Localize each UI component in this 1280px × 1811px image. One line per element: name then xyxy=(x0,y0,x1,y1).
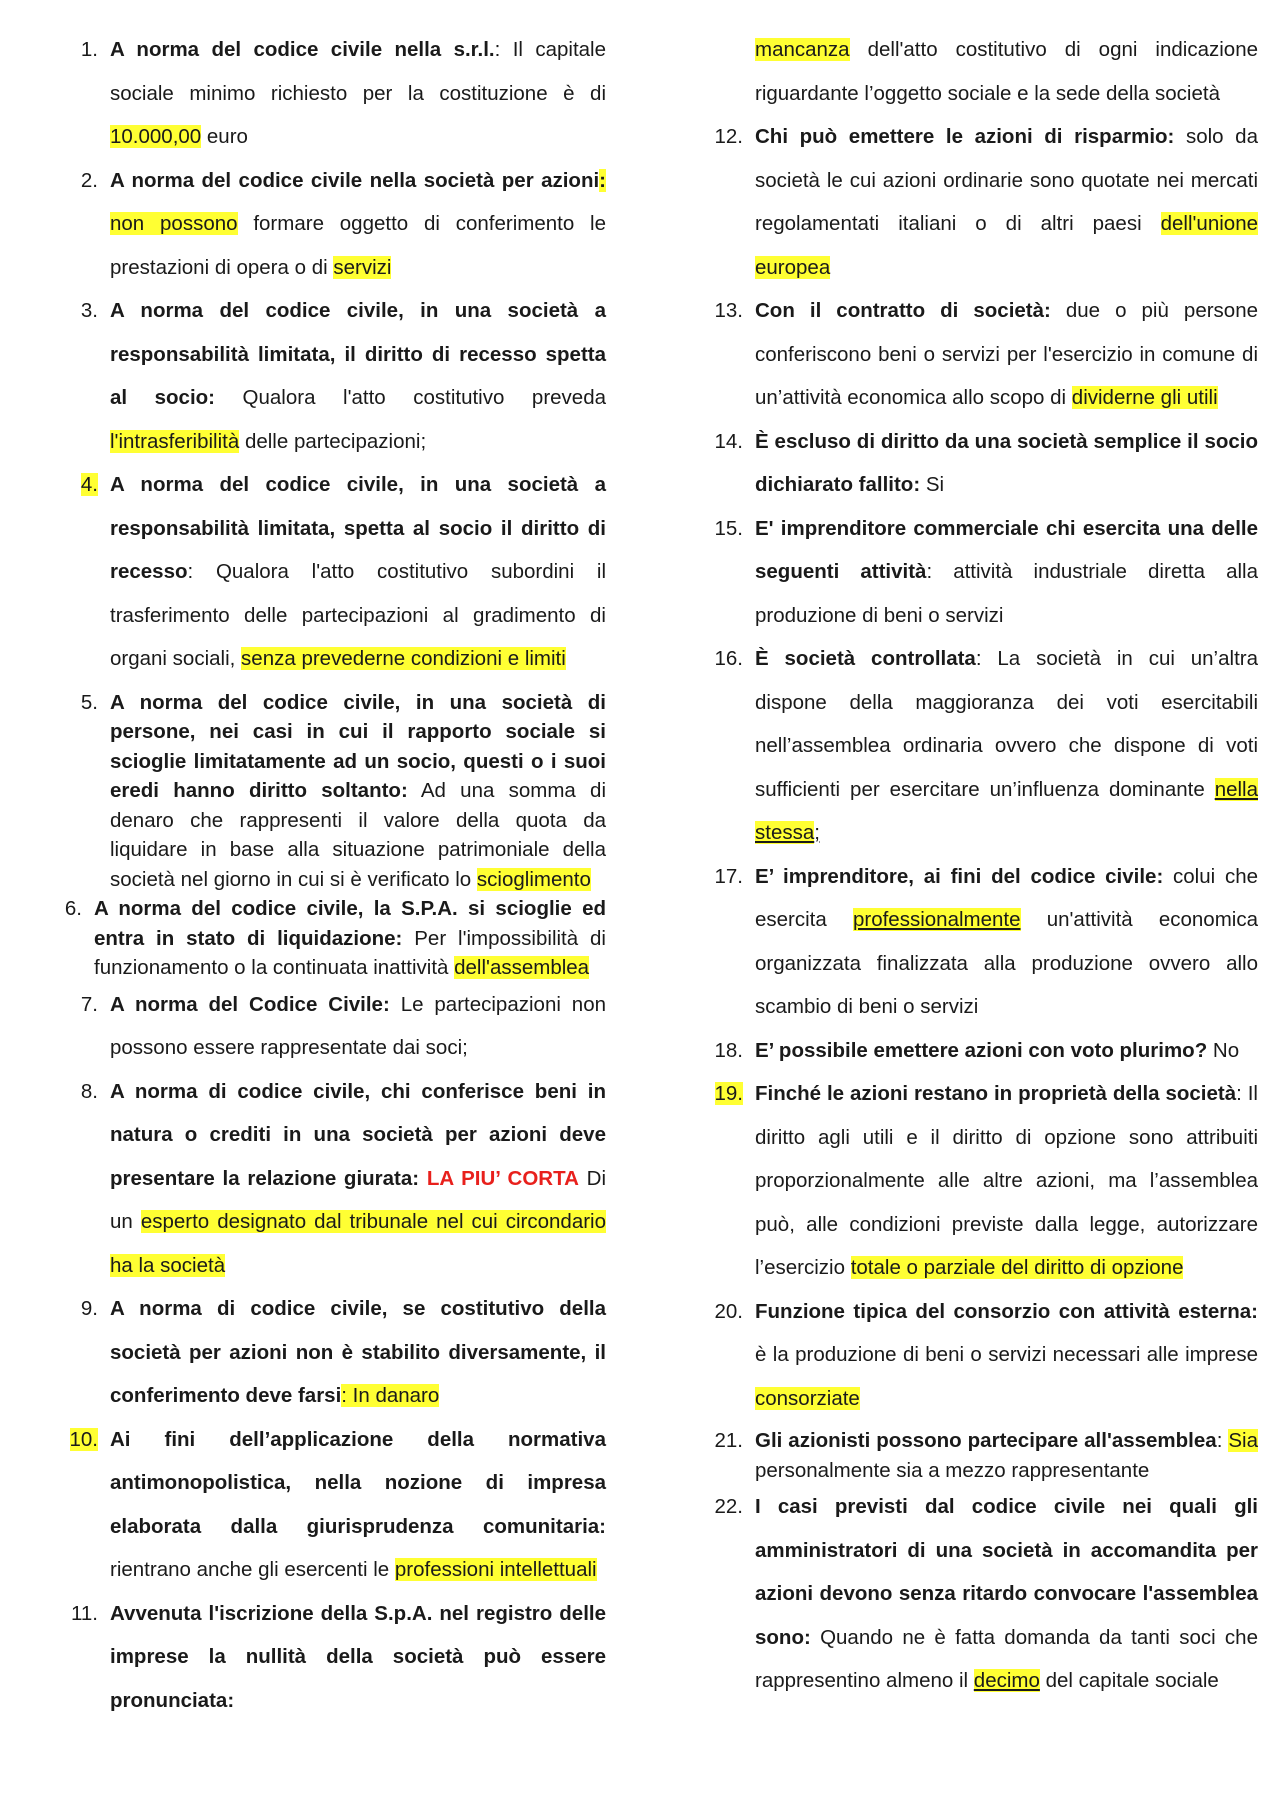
left-column xyxy=(60,28,606,1722)
list-item-continued: mancanza dell'atto costitutivo di ogni indicazione riguardante l’oggetto sociale e la sede della società xyxy=(755,38,1258,105)
list-item: 21. Gli azionisti possono partecipare all'assemblea: Sia personalmente sia a mezzo rappresentante xyxy=(714,1429,1258,1482)
list-item: 5. A norma del codice civile, in una società di persone, nei casi in cui il rapporto sociale si scioglie limitatamente ad un socio, questi o i suoi eredi hanno diritto soltanto: Ad una somma di denaro che rappresenti il valore della quota da liquidare in base alla situazione patrimoniale della società nel giorno in cui si è verificato lo scioglimento xyxy=(80,690,606,891)
list-item: 17. E’ imprenditore, ai fini del codice civile: colui che esercita professionalmente un'attività economica organizzata finalizzata alla produzione ovvero allo scambio di beni o servizi xyxy=(714,864,1259,1018)
list-item: 11. Avvenuta l'iscrizione della S.p.A. nel registro delle imprese la nullità della società può essere pronunciata: xyxy=(71,1601,606,1712)
list-item: 3. A norma del codice civile, in una società a responsabilità limitata, il diritto di recesso spetta al socio: Qualora l'atto costitutivo preveda l'intrasferibilità delle partecipazioni; xyxy=(80,299,606,453)
list-item: 18. E’ possibile emettere azioni con voto plurimo? No xyxy=(714,1038,1240,1062)
list-item: 7. A norma del Codice Civile: Le partecipazioni non possono essere rappresentate dai soci; xyxy=(80,992,606,1059)
list-item: 4. A norma del codice civile, in una società a responsabilità limitata, spetta al socio il diritto di recesso: Qualora l'atto costitutivo subordini il trasferimento delle partecipazioni al gradimento di organi sociali, senza prevederne condizioni e limiti xyxy=(80,473,606,670)
list-item: 20. Funzione tipica del consorzio con attività esterna: è la produzione di beni o servizi necessari alle imprese consorziate xyxy=(714,1299,1258,1410)
list-item: 2. A norma del codice civile nella società per azioni: non possono formare oggetto di conferimento le prestazioni di opera o di servizi xyxy=(80,168,607,279)
list-item: 22. I casi previsti dal codice civile nei quali gli amministratori di una società in accomandita per azioni devono senza ritardo convocare l'assemblea sono: Quando ne è fatta domanda da tanti soci che rappresentino almeno il decimo del capitale sociale xyxy=(714,1495,1258,1692)
list-item: 12. Chi può emettere le azioni di risparmio: solo da società le cui azioni ordinarie sono quotate nei mercati regolamentati italiani o di altri paesi dell'unione europea xyxy=(714,125,1258,279)
list-item: 19. Finché le azioni restano in proprietà della società: Il diritto agli utili e il diritto di opzione sono attribuiti proporzionalmente alle altre azioni, ma l’assemblea può, alle condizioni previste dalla legge, autorizzare l’esercizio totale o parziale del diritto di opzione xyxy=(714,1082,1258,1279)
list-item: 10. Ai fini dell’applicazione della normativa antimonopolistica, nella nozione di impresa elaborata dalla giurisprudenza comunitaria: rientrano anche gli esercenti le professioni intellettuali xyxy=(69,1427,606,1581)
list-item: 14. È escluso di diritto da una società semplice il socio dichiarato fallito: Si xyxy=(714,429,1258,496)
list-item: 8. A norma di codice civile, chi conferisce beni in natura o crediti in una società per azioni deve presentare la relazione giurata: LA PIU’ CORTA Di un esperto designato dal tribunale nel cui circondario ha la società xyxy=(80,1079,607,1277)
right-column xyxy=(705,28,1258,1703)
list-item: 6. A norma del codice civile, la S.P.A. si scioglie ed entra in stato di liquidazione: Per l'impossibilità di funzionamento o la continuata inattività dell'assemblea xyxy=(64,897,606,979)
list-item: 1. A norma del codice civile nella s.r.l.: Il capitale sociale minimo richiesto per la costituzione è di 10.000,00 euro xyxy=(80,38,607,148)
list-item: 15. E' imprenditore commerciale chi esercita una delle seguenti attività: attività industriale diretta alla produzione di beni o servizi xyxy=(714,516,1258,627)
list-item: 9. A norma di codice civile, se costitutivo della società per azioni non è stabilito diversamente, il conferimento deve farsi: In danaro xyxy=(80,1297,606,1407)
list-item: 13. Con il contratto di società: due o più persone conferiscono beni o servizi per l'esercizio in comune di un’attività economica allo scopo di dividerne gli utili xyxy=(714,299,1258,409)
list-item: 16. È società controllata: La società in cui un’altra dispone della maggioranza dei voti esercitabili nell’assemblea ordinaria ovvero che dispone di voti sufficienti per esercitare un’influenza dominante nella stessa; xyxy=(714,647,1258,844)
